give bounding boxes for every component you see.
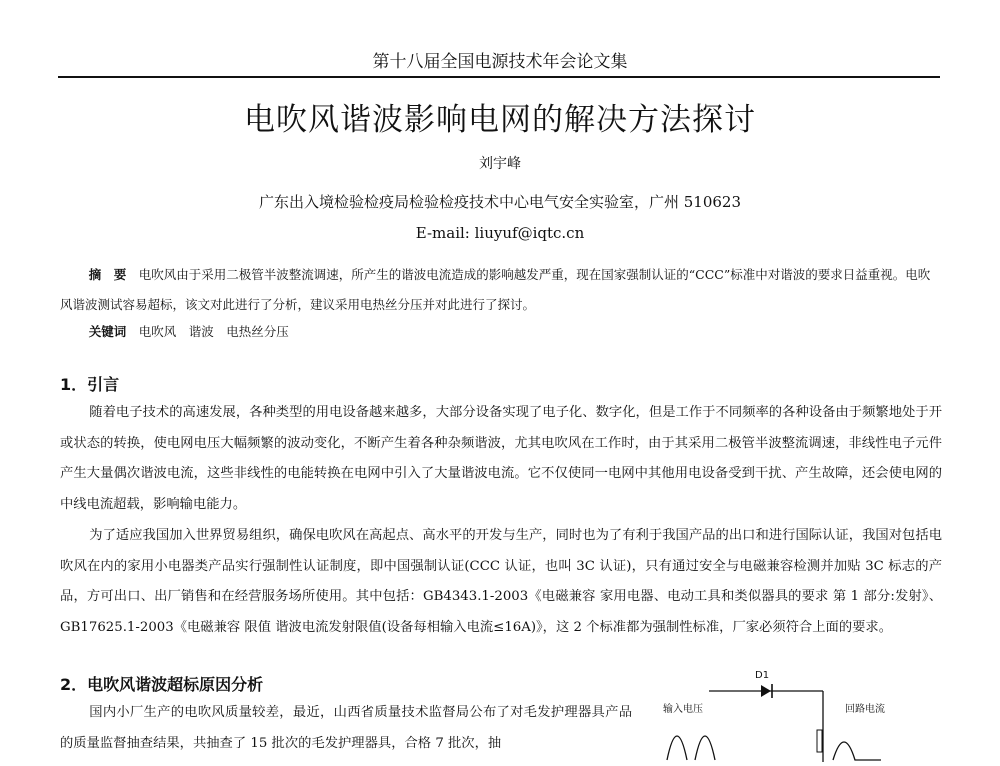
input-voltage-label: 输入电压: [663, 704, 703, 715]
abstract-text: 电吹风由于采用二极管半波整流调速，所产生的谐波电流造成的影响越发严重，现在国家强制认证的“CCC”标准中对谐波的要求日益重视。电吹风谐波测试容易超标，该文对此进行了分析，建议采用电热丝分压并对此进行了探讨。: [60, 267, 931, 312]
section-heading-introduction: 1．引言: [60, 375, 120, 394]
keywords: [60, 322, 289, 340]
abstract: [60, 260, 942, 320]
paragraph: 为了适应我国加入世界贸易组织，确保电吹风在高起点、高水平的开发与生产，同时也为了有利于我国产品的出口和进行国际认证，我国对包括电吹风在内的家用小电器类产品实行强制性认证制度，即中国强制认证(CCC 认证，也叫 3C 认证)，只有通过安全与电磁兼容检测并加贴 3C 标志的产品，方可出口、出厂销售和在经营服务场所使用。其中包括：GB4343.1-2003《电磁兼容 家用电器、电动工具和类似器具的要求 第 1 部分:发射》、GB17625.1-2003《电磁兼容 限值 谐波电流发射限值(设备每相输入电流≤16A)》，这 2 个标准都为强制性标准，厂家必须符合上面的要求。: [60, 528, 942, 635]
paragraph: 国内小厂生产的电吹风质量较差，最近，山西省质量技术监督局公布了对毛发护理器具产品的质量监督抽查结果，共抽查了 15 批次的毛发护理器具，合格 7 批次，抽: [60, 705, 632, 751]
author-affiliation: 广东出入境检验检疫局检验检疫技术中心电气安全实验室，广州 510623: [258, 193, 742, 211]
diode-label: D1: [755, 670, 770, 681]
output-waveform: [833, 742, 881, 760]
circuit-diagram: [645, 672, 945, 762]
circuit-figure: [645, 672, 945, 762]
input-waveform: [667, 736, 715, 760]
keywords-label: 关键词: [88, 324, 127, 339]
author-name: 刘宇峰: [479, 156, 521, 172]
keywords-text: 电吹风 谐波 电热丝分压: [138, 324, 289, 339]
abstract-label: 摘 要: [88, 267, 127, 282]
section-heading-analysis: 2．电吹风谐波超标原因分析: [60, 675, 264, 694]
running-header: 第十八届全国电源技术年会论文集: [372, 52, 628, 72]
resistor-symbol: [817, 730, 822, 752]
diode-symbol: [761, 685, 771, 697]
loop-current-label: 回路电流: [845, 704, 885, 715]
author-email: E-mail: liuyuf@iqtc.cn: [415, 224, 585, 242]
paper-title: 电吹风谐波影响电网的解决方法探讨: [244, 102, 756, 138]
header-rule: [58, 76, 940, 78]
paragraph: 随着电子技术的高速发展，各种类型的用电设备越来越多，大部分设备实现了电子化、数字化，但是工作于不同频率的各种设备由于频繁地处于开或状态的转换，使电网电压大幅频繁的波动变化，不断产生着各种杂频谐波，尤其电吹风在工作时，由于其采用二极管半波整流调速，非线性电子元件产生大量偶次谐波电流，这些非线性的电能转换在电网中引入了大量谐波电流。它不仅使同一电网中其他用电设备受到干扰、产生故障，还会使电网的中线电流超载，影响输电能力。: [60, 405, 942, 512]
